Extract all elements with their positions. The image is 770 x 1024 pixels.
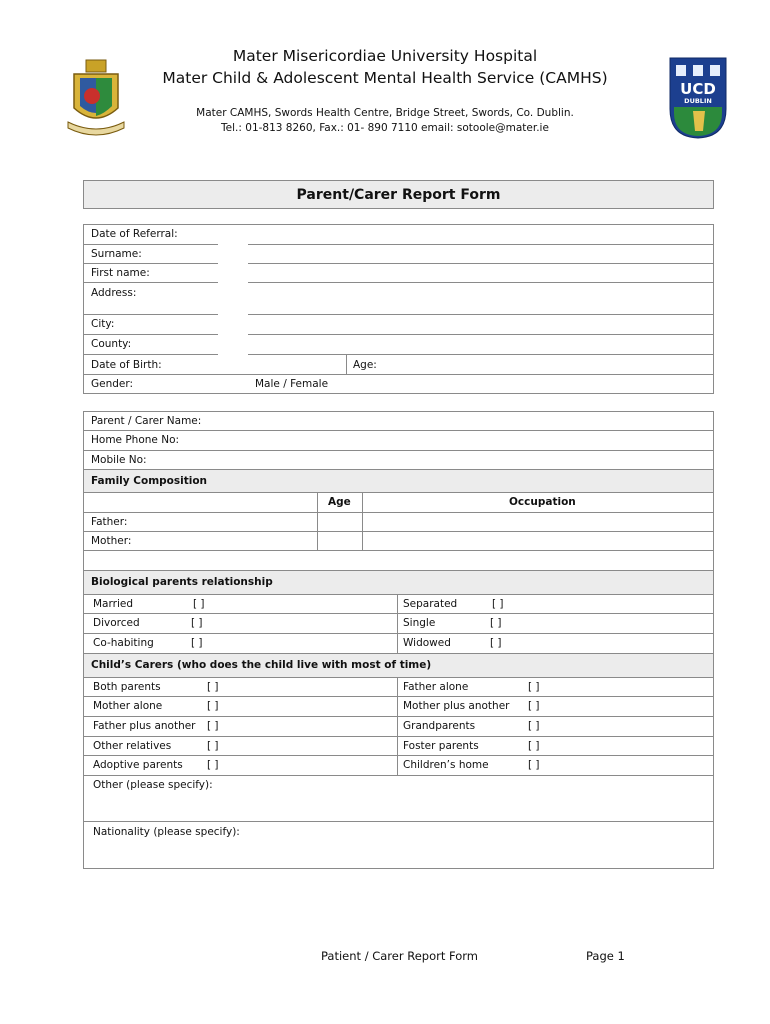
childrens-home-checkbox[interactable]: [ ] xyxy=(528,759,540,771)
other-specify-label: Other (please specify): xyxy=(93,779,213,791)
gender-options[interactable]: Male / Female xyxy=(255,378,329,390)
foster-parents-checkbox[interactable]: [ ] xyxy=(528,740,540,752)
other-relatives-checkbox[interactable]: [ ] xyxy=(207,740,219,752)
father-alone-label: Father alone xyxy=(403,681,469,693)
grandparents-checkbox[interactable]: [ ] xyxy=(528,720,540,732)
married-checkbox[interactable]: [ ] xyxy=(193,598,205,610)
childs-carers-title: Child’s Carers (who does the child live with most of time) xyxy=(91,659,432,671)
single-checkbox[interactable]: [ ] xyxy=(490,617,502,629)
foster-parents-label: Foster parents xyxy=(403,740,479,752)
mother-label: Mother: xyxy=(91,535,132,547)
widowed-label: Widowed xyxy=(403,637,451,649)
service-address: Mater CAMHS, Swords Health Centre, Bridge Street, Swords, Co. Dublin. xyxy=(196,107,574,119)
age-column-header: Age xyxy=(328,496,351,508)
page-number: Page 1 xyxy=(586,949,625,963)
home-phone-label: Home Phone No: xyxy=(91,434,180,446)
father-plus-checkbox[interactable]: [ ] xyxy=(207,720,219,732)
married-label: Married xyxy=(93,598,133,610)
divorced-checkbox[interactable]: [ ] xyxy=(191,617,203,629)
parent-name-label: Parent / Carer Name: xyxy=(91,415,202,427)
mother-alone-checkbox[interactable]: [ ] xyxy=(207,700,219,712)
mother-alone-label: Mother alone xyxy=(93,700,163,712)
childrens-home-label: Children’s home xyxy=(403,759,489,771)
mother-plus-checkbox[interactable]: [ ] xyxy=(528,700,540,712)
bio-relationship-title: Biological parents relationship xyxy=(91,576,273,588)
father-plus-label: Father plus another xyxy=(93,720,196,732)
nationality-label: Nationality (please specify): xyxy=(93,826,240,838)
address-label: Address: xyxy=(91,287,137,299)
separated-checkbox[interactable]: [ ] xyxy=(492,598,504,610)
gender-label: Gender: xyxy=(91,378,134,390)
adoptive-parents-checkbox[interactable]: [ ] xyxy=(207,759,219,771)
mother-plus-label: Mother plus another xyxy=(403,700,510,712)
dob-label: Date of Birth: xyxy=(91,359,162,371)
child-details-section xyxy=(83,224,714,394)
age-label: Age: xyxy=(353,359,377,371)
occupation-column-header: Occupation xyxy=(509,496,576,508)
county-label: County: xyxy=(91,338,132,350)
service-name: Mater Child & Adolescent Mental Health Service (CAMHS) xyxy=(162,69,608,87)
family-composition-title: Family Composition xyxy=(91,475,208,487)
single-label: Single xyxy=(403,617,436,629)
widowed-checkbox[interactable]: [ ] xyxy=(490,637,502,649)
date-of-referral-label: Date of Referral: xyxy=(91,228,178,240)
father-alone-checkbox[interactable]: [ ] xyxy=(528,681,540,693)
father-label: Father: xyxy=(91,516,128,528)
service-contact: Tel.: 01-813 8260, Fax.: 01- 890 7110 email: sotoole@mater.ie xyxy=(221,122,549,134)
footer-title: Patient / Carer Report Form xyxy=(321,949,478,963)
both-parents-checkbox[interactable]: [ ] xyxy=(207,681,219,693)
first-name-label: First name: xyxy=(91,267,150,279)
surname-label: Surname: xyxy=(91,248,142,260)
svg-text:UCD: UCD xyxy=(680,80,716,98)
cohabiting-checkbox[interactable]: [ ] xyxy=(191,637,203,649)
divorced-label: Divorced xyxy=(93,617,140,629)
city-label: City: xyxy=(91,318,115,330)
form-title-box xyxy=(83,180,714,209)
both-parents-label: Both parents xyxy=(93,681,161,693)
svg-text:DUBLIN: DUBLIN xyxy=(684,97,712,105)
adoptive-parents-label: Adoptive parents xyxy=(93,759,183,771)
hospital-name: Mater Misericordiae University Hospital xyxy=(232,47,538,65)
cohabiting-label: Co-habiting xyxy=(93,637,154,649)
other-relatives-label: Other relatives xyxy=(93,740,172,752)
form-title: Parent/Carer Report Form xyxy=(296,187,501,203)
separated-label: Separated xyxy=(403,598,458,610)
grandparents-label: Grandparents xyxy=(403,720,476,732)
mobile-label: Mobile No: xyxy=(91,454,147,466)
